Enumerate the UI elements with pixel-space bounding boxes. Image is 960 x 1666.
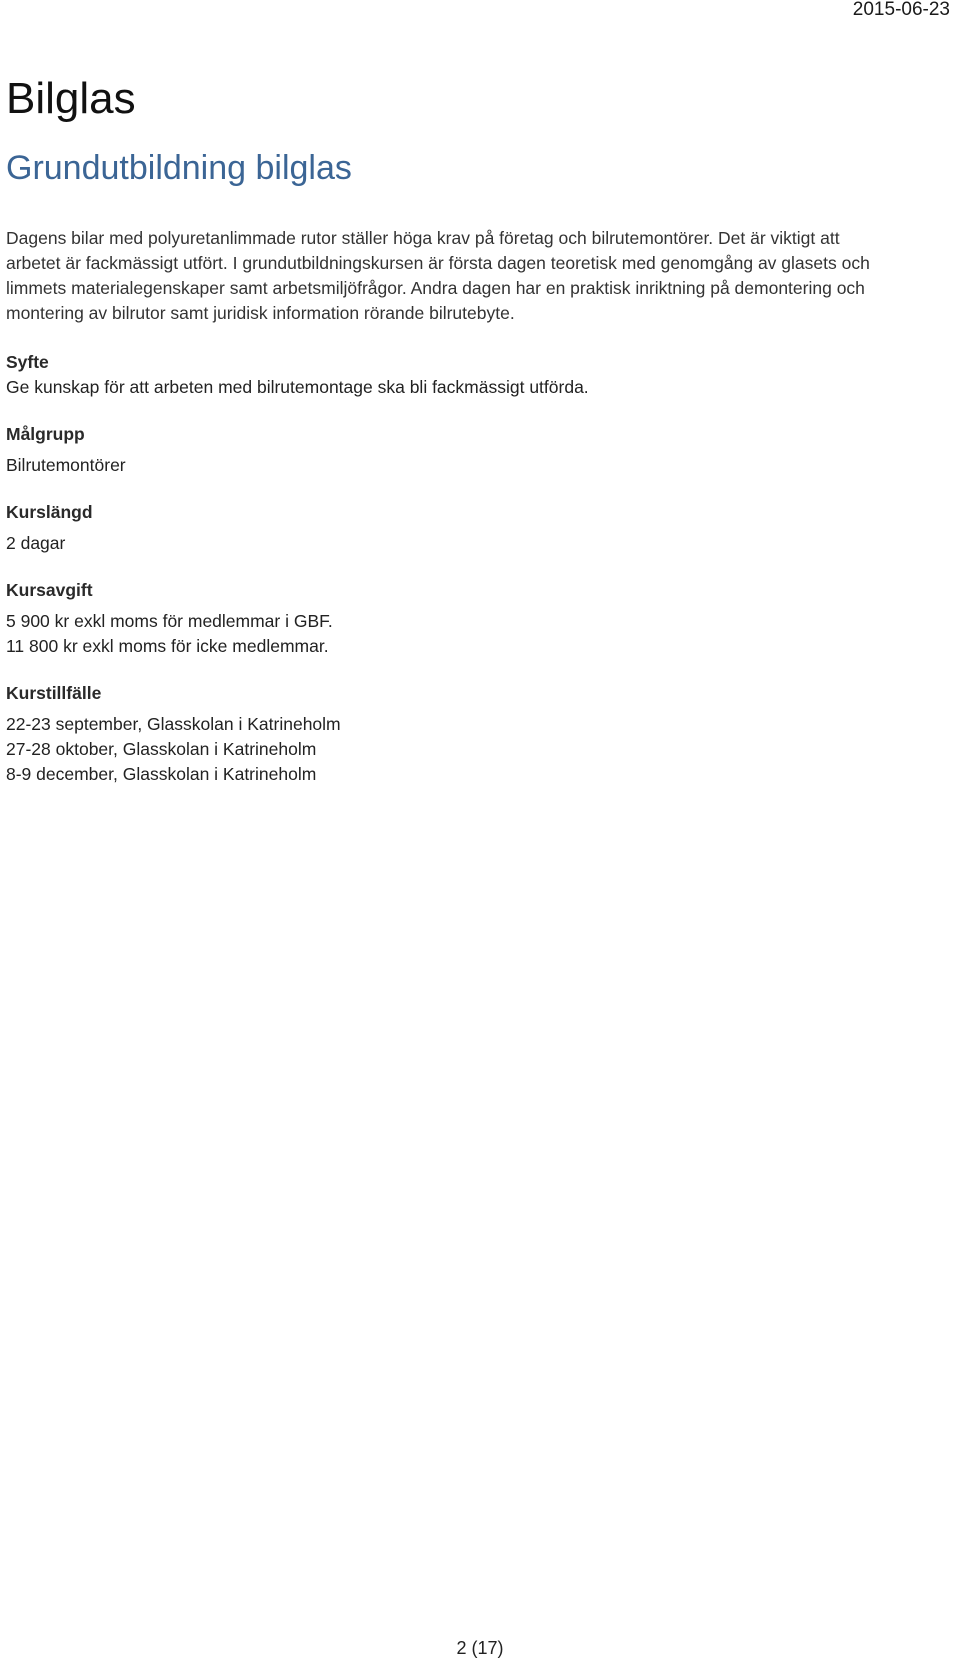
kurstillfalle-date: 22-23 september, Glasskolan i Katrineholm — [6, 714, 341, 734]
document-title: Bilglas — [6, 74, 136, 123]
syfte-label: Syfte — [6, 352, 49, 372]
kurslangd-value: 2 dagar — [6, 533, 66, 553]
intro-line: Dagens bilar med polyuretanlimmade rutor ställer höga krav på företag och bilrutemontörer. Det är viktigt att — [6, 228, 840, 248]
kurslangd-label: Kurslängd — [6, 502, 93, 522]
page-date: 2015-06-23 — [852, 0, 950, 20]
kurstillfalle-date: 8-9 december, Glasskolan i Katrineholm — [6, 764, 317, 784]
syfte-value: Ge kunskap för att arbeten med bilrutemontage ska bli fackmässigt utförda. — [6, 377, 589, 397]
intro-line: limmets materialegenskaper samt arbetsmiljöfrågor. Andra dagen har en praktisk inriktning på demontering och — [6, 278, 865, 298]
malgrupp-label: Målgrupp — [6, 424, 85, 444]
kursavgift-line-nonmembers: 11 800 kr exkl moms för icke medlemmar. — [6, 636, 329, 656]
malgrupp-value: Bilrutemontörer — [6, 455, 126, 475]
document-body — [6, 226, 951, 787]
intro-paragraph — [6, 226, 951, 326]
page-number: 2 (17) — [456, 1638, 504, 1658]
kursavgift-line-members: 5 900 kr exkl moms för medlemmar i GBF. — [6, 611, 333, 631]
kurstillfalle-label: Kurstillfälle — [6, 683, 102, 703]
kurstillfalle-date: 27-28 oktober, Glasskolan i Katrineholm — [6, 739, 317, 759]
section-title: Grundutbildning bilglas — [6, 149, 352, 187]
intro-line: montering av bilrutor samt juridisk information rörande bilrutebyte. — [6, 303, 515, 323]
intro-line: arbetet är fackmässigt utfört. I grundutbildningskursen är första dagen teoretisk med genomgång av glasets och — [6, 253, 870, 273]
kursavgift-label: Kursavgift — [6, 580, 93, 600]
